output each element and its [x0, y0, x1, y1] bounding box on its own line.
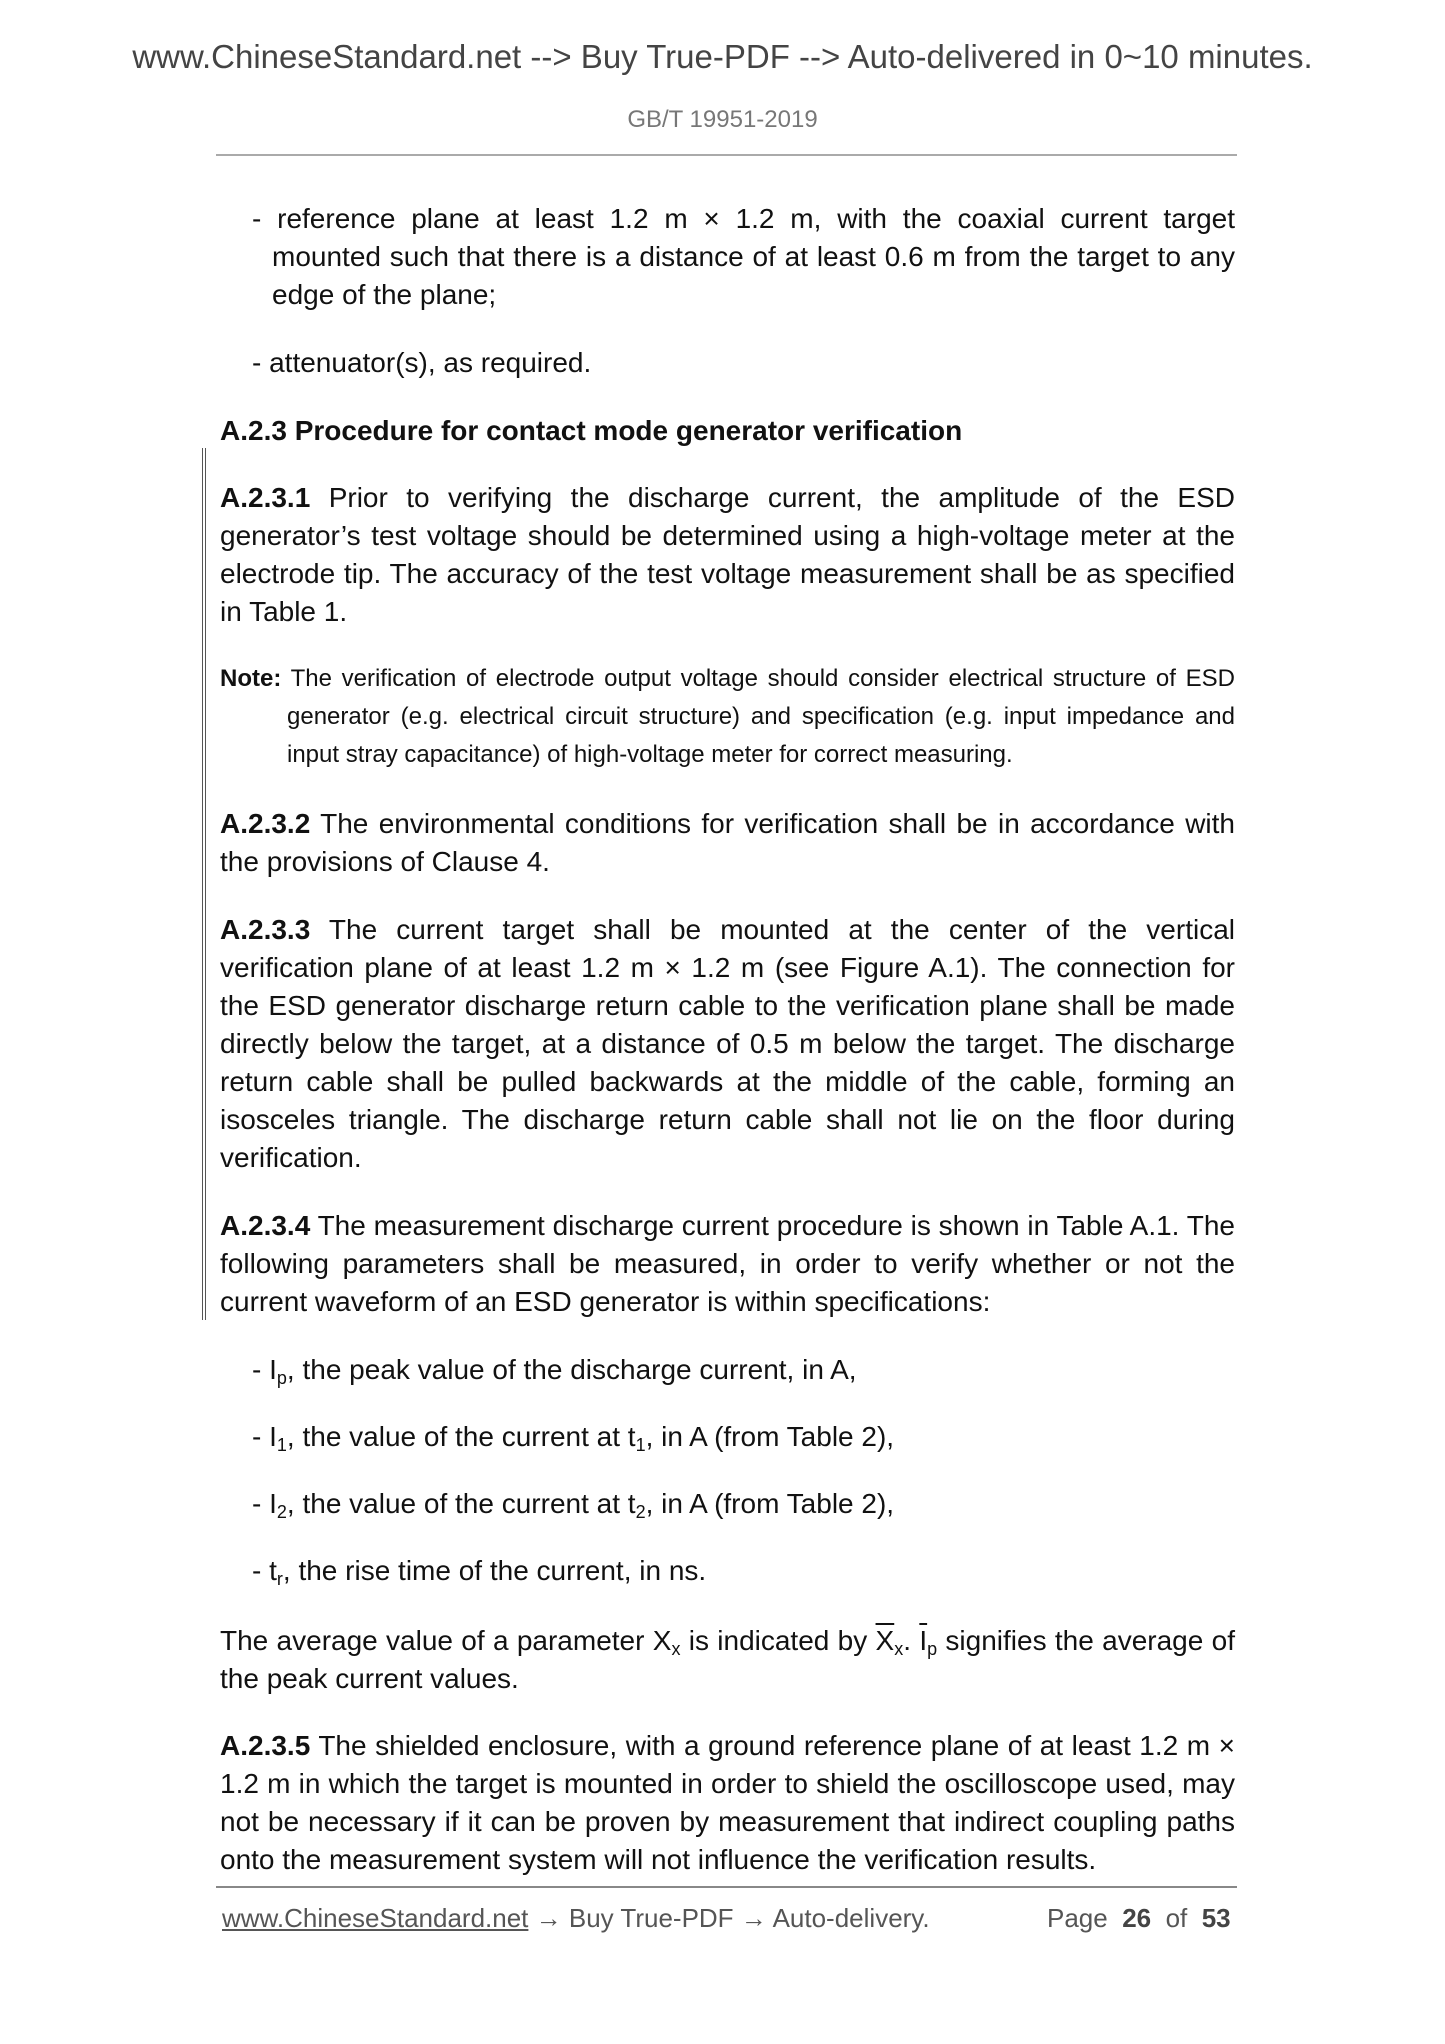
clause-a232	[220, 805, 1235, 881]
overline-symbol: $\overline{X}$	[875, 1625, 895, 1656]
param-text: , the rise time of the current, in ns.	[282, 1555, 707, 1586]
bullet-reference-plane	[252, 200, 1235, 314]
text: is indicated by	[680, 1625, 876, 1656]
page-number	[1047, 1903, 1231, 1934]
clause-number: A.2.3.1	[220, 482, 311, 513]
param-text: , the value of the current at t	[286, 1421, 636, 1452]
note-text: The verification of electrode output voltage should consider electrical structure of ESD generator (e.g. electrical circuit structure) and specification (e.g. input impedance and input stray capacitance) of high-voltage meter for correct measuring.	[281, 665, 1235, 768]
clause-number: A.2.3.4	[220, 1210, 311, 1241]
param-i1	[252, 1418, 1235, 1456]
param-text: , in A (from Table 2),	[645, 1421, 895, 1452]
param-text: , the peak value of the discharge current, in A,	[286, 1354, 857, 1385]
param-i2	[252, 1485, 1235, 1523]
total-pages: 53	[1201, 1903, 1231, 1933]
clause-text: The current target shall be mounted at the center of the vertical verification plane of at least 1.2 m × 1.2 m (see Figure A.1). The connection for the ESD generator discharge return cable to the verification plane shall be made directly below the target, at a distance of 0.5 m below the target. The discharge return cable shall be pulled backwards at the middle of the cable, forming an isosceles triangle. The discharge return cable shall not lie on the floor during verification.	[220, 914, 1235, 1173]
note-label: Note:	[220, 665, 282, 692]
clause-number: A.2.3.3	[220, 914, 311, 945]
site-banner: www.ChineseStandard.net --> Buy True-PDF --> Auto-delivered in 0~10 minutes.	[132, 38, 1313, 75]
bullet-text: - attenuator(s), as required.	[252, 347, 592, 378]
clause-a233	[220, 911, 1235, 1177]
subscript: x	[894, 1639, 904, 1659]
clause-a231	[220, 479, 1235, 631]
text: signifies the average of the peak current values.	[220, 1625, 1235, 1694]
clause-text: The environmental conditions for verification shall be in accordance with the provisions of Clause 4.	[220, 808, 1235, 877]
footer-divider	[216, 1886, 1237, 1888]
param-text: - t	[252, 1555, 277, 1586]
subscript: 2	[276, 1502, 287, 1522]
footer-link[interactable]: www.ChineseStandard.net	[222, 1903, 529, 1933]
clause-text: The measurement discharge current procedure is shown in Table A.1. The following parameters shall be measured, in order to verify whether or not the current waveform of an ESD generator is within specifications:	[220, 1210, 1235, 1317]
clause-a235	[220, 1727, 1235, 1879]
overline-symbol: $\overline{I}$	[919, 1625, 928, 1656]
param-text: , in A (from Table 2),	[645, 1488, 895, 1519]
footer-text: → Buy True-PDF → Auto-delivery.	[528, 1903, 930, 1933]
param-text: - I	[252, 1488, 277, 1519]
clause-number: A.2.3.2	[220, 808, 311, 839]
current-page: 26	[1122, 1903, 1152, 1933]
clause-text: The shielded enclosure, with a ground reference plane of at least 1.2 m × 1.2 m in which the target is mounted in order to shield the oscilloscope used, may not be necessary if it can be proven by measurement that indirect coupling paths onto the measurement system will not influence the verification results.	[220, 1730, 1235, 1875]
clause-number: A.2.3.5	[220, 1730, 311, 1761]
text: The average value of a parameter X	[220, 1625, 672, 1656]
subscript: 1	[276, 1435, 287, 1455]
footer-promo	[222, 1903, 930, 1934]
bullet-attenuator	[252, 344, 1235, 382]
average-paragraph	[220, 1622, 1235, 1698]
change-bar	[202, 448, 206, 1320]
param-text: - I	[252, 1354, 277, 1385]
subscript: p	[276, 1368, 287, 1388]
text: .	[903, 1625, 920, 1656]
of-label: of	[1165, 1903, 1188, 1933]
note	[220, 660, 1235, 774]
bullet-text: - reference plane at least 1.2 m × 1.2 m, with the coaxial current target mounted such that there is a distance of at least 0.6 m from the target to any edge of the plane;	[252, 203, 1235, 310]
clause-a234	[220, 1207, 1235, 1321]
section-heading: A.2.3 Procedure for contact mode generator verification	[220, 415, 963, 446]
subscript: 2	[635, 1502, 646, 1522]
page-label: Page	[1047, 1903, 1108, 1933]
subscript: r	[276, 1569, 283, 1589]
param-text: , the value of the current at t	[286, 1488, 636, 1519]
clause-text: Prior to verifying the discharge current, the amplitude of the ESD generator’s test voltage should be determined using a high-voltage meter at the electrode tip. The accuracy of the test voltage measurement shall be as specified in Table 1.	[220, 482, 1235, 627]
param-peak	[252, 1351, 1235, 1389]
subscript: 1	[635, 1435, 646, 1455]
subscript: p	[927, 1639, 938, 1659]
document-id: GB/T 19951-2019	[627, 106, 818, 133]
header-divider	[216, 154, 1237, 156]
param-rise-time	[252, 1552, 1235, 1590]
subscript: x	[671, 1639, 681, 1659]
param-text: - I	[252, 1421, 277, 1452]
